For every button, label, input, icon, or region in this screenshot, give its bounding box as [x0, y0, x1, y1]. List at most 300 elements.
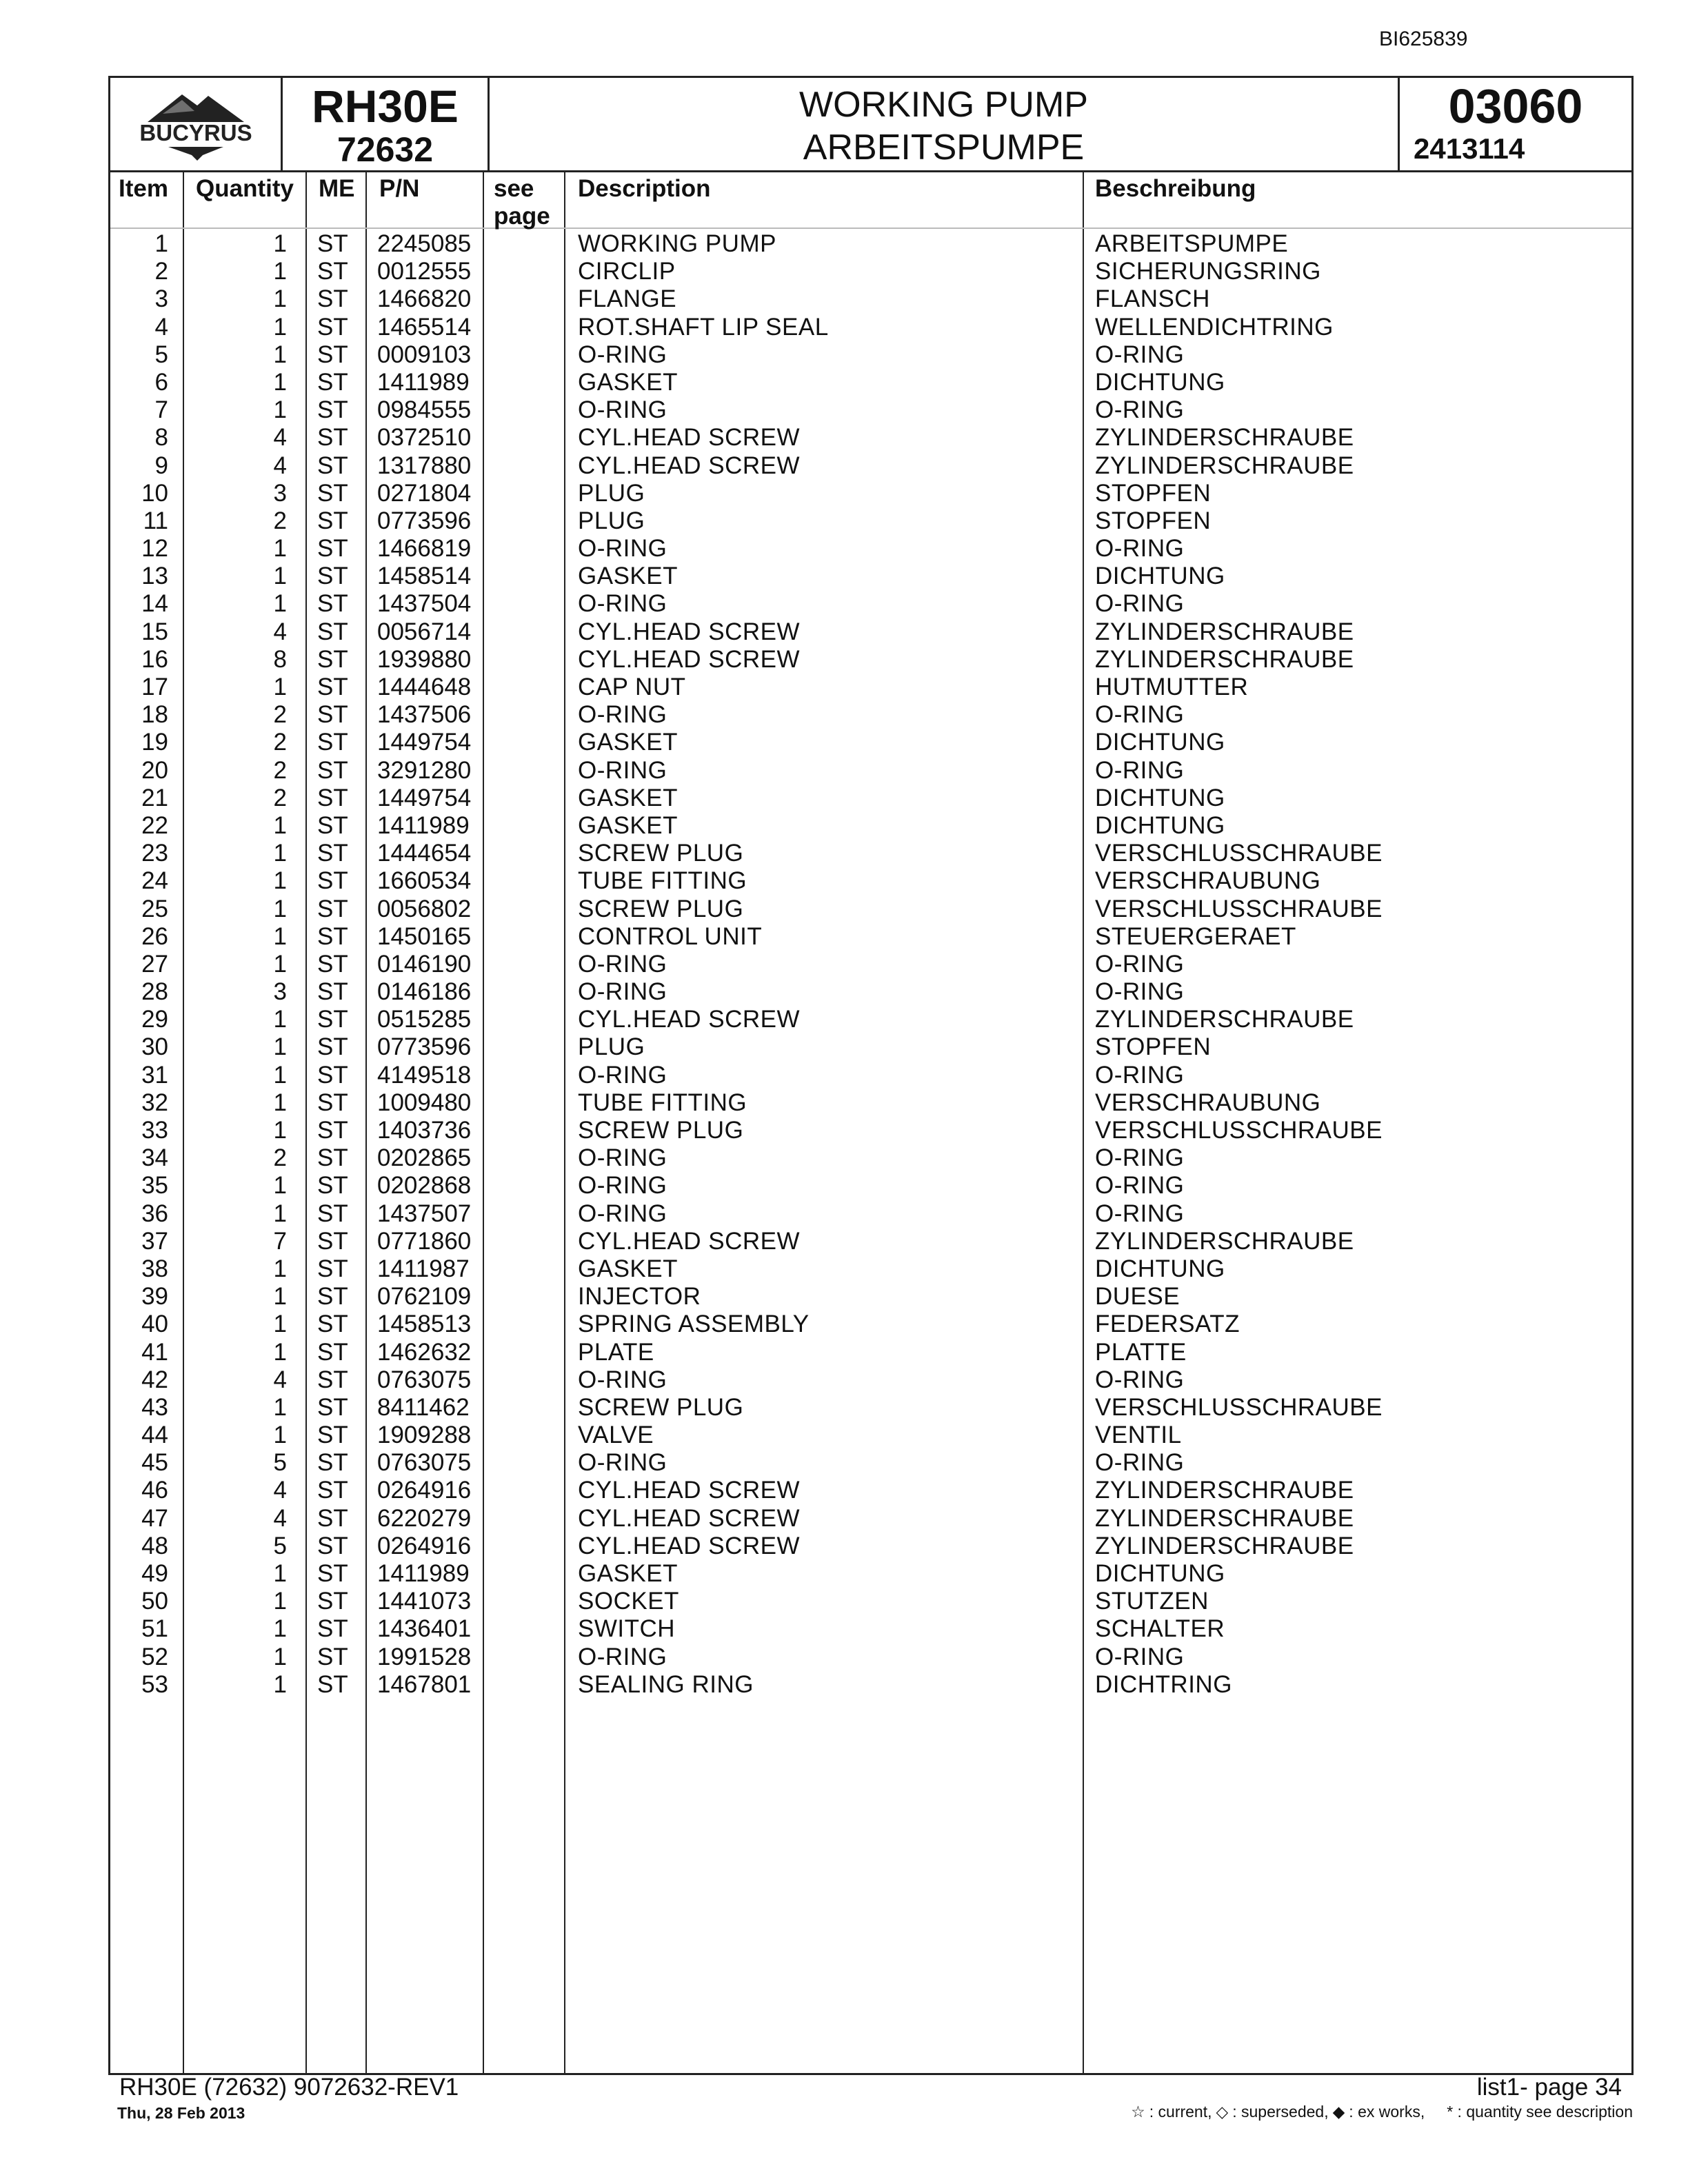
item-number-cell: 25: [141, 895, 168, 922]
part-number-cell: 1444648: [377, 674, 472, 700]
description-cell: FLANGE: [578, 285, 677, 313]
page-header: [108, 76, 1634, 172]
group-number: 03060: [1448, 79, 1583, 133]
table-row: [110, 1615, 1631, 1643]
description-cell: TUBE FITTING: [578, 1089, 747, 1116]
quantity-cell: 1: [273, 1560, 287, 1587]
part-number-cell: 0771860: [377, 1227, 472, 1255]
description-cell: CONTROL UNIT: [578, 922, 763, 950]
description-cell: PLUG: [578, 507, 645, 534]
part-number-cell: 0515285: [377, 1006, 472, 1033]
description-cell: O-RING: [578, 1144, 667, 1172]
part-number-cell: 1441073: [377, 1588, 472, 1615]
part-number-cell: 8411462: [377, 1393, 470, 1421]
unit-cell: ST: [317, 784, 348, 811]
unit-cell: ST: [317, 258, 348, 285]
part-number-cell: 0009103: [377, 341, 472, 368]
legend-quantity: * : quantity see description: [1447, 2103, 1633, 2121]
quantity-cell: 1: [273, 368, 287, 396]
title-german: ARBEITSPUMPE: [803, 128, 1085, 168]
part-number-cell: 1411989: [377, 811, 470, 839]
description-cell: VALVE: [578, 1422, 654, 1449]
beschreibung-cell: FEDERSATZ: [1095, 1311, 1240, 1338]
table-row: [110, 341, 1631, 369]
description-cell: O-RING: [578, 1643, 667, 1670]
part-number-cell: 0762109: [377, 1283, 472, 1311]
quantity-cell: 4: [273, 618, 287, 645]
legend: [1131, 2103, 1633, 2121]
description-cell: CYL.HEAD SCREW: [578, 1006, 801, 1033]
table-row: [110, 812, 1631, 840]
quantity-cell: 7: [273, 1227, 287, 1255]
part-number-cell: 1462632: [377, 1338, 472, 1366]
unit-cell: ST: [317, 811, 348, 839]
beschreibung-cell: O-RING: [1095, 1449, 1185, 1477]
unit-cell: ST: [317, 424, 348, 452]
quantity-cell: 1: [273, 674, 287, 700]
part-number-cell: 1437506: [377, 701, 472, 729]
unit-cell: ST: [317, 867, 348, 895]
beschreibung-cell: ZYLINDERSCHRAUBE: [1095, 618, 1354, 645]
description-cell: O-RING: [578, 341, 667, 368]
beschreibung-cell: HUTMUTTER: [1095, 674, 1249, 700]
part-number-cell: 1444654: [377, 840, 472, 867]
beschreibung-cell: ZYLINDERSCHRAUBE: [1095, 1504, 1354, 1532]
unit-cell: ST: [317, 396, 348, 424]
quantity-cell: 2: [273, 756, 287, 784]
beschreibung-cell: PLATTE: [1095, 1338, 1187, 1366]
table-row: [110, 1200, 1631, 1228]
item-number-cell: 24: [141, 867, 168, 895]
description-cell: O-RING: [578, 535, 667, 563]
part-number-cell: 1660534: [377, 867, 472, 895]
part-number-cell: 0984555: [377, 396, 472, 424]
quantity-cell: 1: [273, 1200, 287, 1227]
item-number-cell: 53: [141, 1670, 168, 1698]
footer-date: Thu, 28 Feb 2013: [117, 2104, 245, 2122]
item-number-cell: 29: [141, 1006, 168, 1033]
item-number-cell: 18: [141, 701, 168, 729]
beschreibung-cell: O-RING: [1095, 341, 1185, 368]
table-row: [110, 701, 1631, 729]
item-number-cell: 26: [141, 922, 168, 950]
table-row: [110, 674, 1631, 701]
description-cell: GASKET: [578, 1560, 678, 1587]
footer-page-number: list1- page 34: [1476, 2074, 1622, 2101]
description-cell: SCREW PLUG: [578, 1393, 744, 1421]
item-number-cell: 44: [141, 1422, 168, 1449]
part-number-cell: 1939880: [377, 645, 472, 673]
unit-cell: ST: [317, 1283, 348, 1311]
table-row: [110, 1394, 1631, 1422]
svg-text:BUCYRUS: BUCYRUS: [139, 120, 252, 145]
description-cell: SWITCH: [578, 1615, 676, 1643]
description-cell: CYL.HEAD SCREW: [578, 1227, 801, 1255]
beschreibung-cell: ZYLINDERSCHRAUBE: [1095, 1532, 1354, 1559]
quantity-cell: 1: [273, 895, 287, 922]
quantity-cell: 1: [273, 1643, 287, 1670]
quantity-cell: 1: [273, 1033, 287, 1061]
item-number-cell: 38: [141, 1255, 168, 1282]
table-row: [110, 1588, 1631, 1615]
unit-cell: ST: [317, 1144, 348, 1172]
table-row: [110, 1033, 1631, 1061]
table-row: [110, 1311, 1631, 1338]
part-number-cell: 0146186: [377, 978, 472, 1006]
description-cell: CYL.HEAD SCREW: [578, 1504, 801, 1532]
unit-cell: ST: [317, 1615, 348, 1643]
unit-cell: ST: [317, 1449, 348, 1477]
quantity-cell: 1: [273, 396, 287, 424]
beschreibung-cell: ZYLINDERSCHRAUBE: [1095, 1227, 1354, 1255]
serial-number: 72632: [336, 130, 434, 169]
quantity-cell: 1: [273, 1006, 287, 1033]
beschreibung-cell: WELLENDICHTRING: [1095, 313, 1334, 341]
item-number-cell: 49: [141, 1560, 168, 1587]
table-row: [110, 867, 1631, 895]
table-row: [110, 563, 1631, 590]
description-cell: GASKET: [578, 563, 678, 590]
quantity-cell: 1: [273, 563, 287, 590]
description-cell: O-RING: [578, 1061, 667, 1089]
description-cell: O-RING: [578, 950, 667, 978]
table-row: [110, 285, 1631, 313]
item-number-cell: 28: [141, 978, 168, 1006]
model-name: RH30E: [312, 81, 459, 132]
description-cell: O-RING: [578, 396, 667, 424]
quantity-cell: 1: [273, 1311, 287, 1338]
table-row: [110, 1062, 1631, 1089]
unit-cell: ST: [317, 1311, 348, 1338]
column-header-page: page: [494, 203, 550, 230]
beschreibung-cell: O-RING: [1095, 1643, 1185, 1670]
unit-cell: ST: [317, 1227, 348, 1255]
description-cell: CAP NUT: [578, 674, 686, 700]
beschreibung-cell: ZYLINDERSCHRAUBE: [1095, 645, 1354, 673]
item-number-cell: 8: [154, 424, 168, 452]
table-row: [110, 1366, 1631, 1394]
unit-cell: ST: [317, 756, 348, 784]
beschreibung-cell: O-RING: [1095, 978, 1185, 1006]
part-number-cell: 1467801: [377, 1670, 472, 1698]
table-row: [110, 896, 1631, 923]
description-cell: SEALING RING: [578, 1670, 754, 1698]
quantity-cell: 1: [273, 1422, 287, 1449]
quantity-cell: 1: [273, 1172, 287, 1200]
beschreibung-cell: ZYLINDERSCHRAUBE: [1095, 1477, 1354, 1504]
part-number-cell: 4149518: [377, 1061, 472, 1089]
part-number-cell: 1458513: [377, 1311, 472, 1338]
quantity-cell: 1: [273, 1283, 287, 1311]
quantity-cell: 4: [273, 1366, 287, 1393]
description-cell: CYL.HEAD SCREW: [578, 424, 801, 452]
quantity-cell: 1: [273, 867, 287, 895]
description-cell: O-RING: [578, 1366, 667, 1393]
unit-cell: ST: [317, 341, 348, 368]
description-cell: O-RING: [578, 1200, 667, 1227]
unit-cell: ST: [317, 1643, 348, 1670]
part-number-cell: 0264916: [377, 1477, 472, 1504]
document-id: BI625839: [1379, 28, 1468, 50]
table-row: [110, 1339, 1631, 1366]
quantity-cell: 1: [273, 1089, 287, 1116]
quantity-cell: 4: [273, 424, 287, 452]
beschreibung-cell: O-RING: [1095, 1366, 1185, 1393]
item-number-cell: 12: [141, 535, 168, 563]
table-row: [110, 507, 1631, 535]
quantity-cell: 1: [273, 1615, 287, 1643]
description-cell: GASKET: [578, 729, 678, 756]
item-number-cell: 15: [141, 618, 168, 645]
unit-cell: ST: [317, 978, 348, 1006]
unit-cell: ST: [317, 895, 348, 922]
table-row: [110, 452, 1631, 480]
item-number-cell: 32: [141, 1089, 168, 1116]
table-row: [110, 1422, 1631, 1449]
beschreibung-cell: ARBEITSPUMPE: [1095, 230, 1289, 257]
part-number-cell: 1403736: [377, 1117, 472, 1144]
quantity-cell: 3: [273, 978, 287, 1006]
part-number-cell: 0264916: [377, 1532, 472, 1559]
beschreibung-cell: O-RING: [1095, 590, 1185, 618]
unit-cell: ST: [317, 1393, 348, 1421]
column-header-see: see: [494, 175, 534, 202]
description-cell: ROT.SHAFT LIP SEAL: [578, 313, 829, 341]
item-number-cell: 40: [141, 1311, 168, 1338]
item-number-cell: 50: [141, 1588, 168, 1615]
part-number-cell: 1317880: [377, 452, 472, 479]
unit-cell: ST: [317, 452, 348, 479]
table-row: [110, 1477, 1631, 1504]
model-cell: [283, 78, 490, 170]
legend-ex-works: : ex works,: [1349, 2103, 1425, 2121]
table-row: [110, 840, 1631, 867]
description-cell: O-RING: [578, 978, 667, 1006]
diamond-outline-icon: ◇: [1216, 2103, 1229, 2121]
beschreibung-cell: O-RING: [1095, 1200, 1185, 1227]
quantity-cell: 1: [273, 313, 287, 341]
beschreibung-cell: O-RING: [1095, 950, 1185, 978]
unit-cell: ST: [317, 950, 348, 978]
unit-cell: ST: [317, 1532, 348, 1559]
quantity-cell: 1: [273, 341, 287, 368]
item-number-cell: 21: [141, 784, 168, 811]
part-number-cell: 0202865: [377, 1144, 472, 1172]
part-number-cell: 1411989: [377, 1560, 470, 1587]
part-number-cell: 1411987: [377, 1255, 470, 1282]
table-row: [110, 729, 1631, 756]
description-cell: CIRCLIP: [578, 258, 676, 285]
description-cell: CYL.HEAD SCREW: [578, 1532, 801, 1559]
part-number-cell: 0773596: [377, 1033, 472, 1061]
title-english: WORKING PUMP: [799, 85, 1088, 125]
description-cell: WORKING PUMP: [578, 230, 776, 257]
description-cell: SCREW PLUG: [578, 895, 744, 922]
part-number-cell: 1458514: [377, 563, 472, 590]
item-number-cell: 1: [154, 230, 168, 257]
logo-cell: [110, 78, 283, 170]
diamond-filled-icon: ◆: [1332, 2103, 1345, 2121]
item-number-cell: 35: [141, 1172, 168, 1200]
table-row: [110, 369, 1631, 396]
column-header-quantity: Quantity: [196, 175, 294, 202]
beschreibung-cell: ZYLINDERSCHRAUBE: [1095, 452, 1354, 479]
table-row: [110, 1117, 1631, 1144]
quantity-cell: 5: [273, 1532, 287, 1559]
unit-cell: ST: [317, 1200, 348, 1227]
beschreibung-cell: VERSCHLUSSCHRAUBE: [1095, 840, 1383, 867]
table-row: [110, 618, 1631, 646]
beschreibung-cell: O-RING: [1095, 1144, 1185, 1172]
unit-cell: ST: [317, 368, 348, 396]
table-row: [110, 785, 1631, 812]
table-row: [110, 1255, 1631, 1283]
beschreibung-cell: DUESE: [1095, 1283, 1180, 1311]
part-number-cell: 0271804: [377, 479, 472, 507]
beschreibung-cell: O-RING: [1095, 756, 1185, 784]
description-cell: SPRING ASSEMBLY: [578, 1311, 810, 1338]
beschreibung-cell: O-RING: [1095, 396, 1185, 424]
beschreibung-cell: DICHTUNG: [1095, 368, 1225, 396]
description-cell: GASKET: [578, 368, 678, 396]
part-number-cell: 1991528: [377, 1643, 472, 1670]
group-number-cell: [1400, 78, 1631, 170]
part-number-cell: 0202868: [377, 1172, 472, 1200]
part-number-cell: 0056802: [377, 895, 472, 922]
title-cell: [490, 78, 1400, 170]
item-number-cell: 5: [154, 341, 168, 368]
item-number-cell: 16: [141, 645, 168, 673]
beschreibung-cell: DICHTUNG: [1095, 1255, 1225, 1282]
part-number-cell: 2245085: [377, 230, 472, 257]
legend-superseded: : superseded,: [1232, 2103, 1329, 2121]
unit-cell: ST: [317, 618, 348, 645]
part-number-cell: 1466820: [377, 285, 472, 313]
item-number-cell: 48: [141, 1532, 168, 1559]
unit-cell: ST: [317, 1172, 348, 1200]
column-header-description: Description: [578, 175, 711, 202]
table-row: [110, 1449, 1631, 1477]
unit-cell: ST: [317, 1670, 348, 1698]
item-number-cell: 33: [141, 1117, 168, 1144]
table-row: [110, 590, 1631, 618]
quantity-cell: 1: [273, 590, 287, 618]
beschreibung-cell: DICHTUNG: [1095, 784, 1225, 811]
part-number-cell: 1437507: [377, 1200, 472, 1227]
description-cell: GASKET: [578, 1255, 678, 1282]
table-row: [110, 757, 1631, 785]
quantity-cell: 3: [273, 479, 287, 507]
description-cell: CYL.HEAD SCREW: [578, 645, 801, 673]
unit-cell: ST: [317, 1006, 348, 1033]
description-cell: O-RING: [578, 701, 667, 729]
unit-cell: ST: [317, 479, 348, 507]
part-number-cell: 3291280: [377, 756, 472, 784]
item-number-cell: 17: [141, 674, 168, 700]
unit-cell: ST: [317, 563, 348, 590]
table-row: [110, 1006, 1631, 1033]
table-row: [110, 1533, 1631, 1560]
table-row: [110, 230, 1631, 258]
table-row: [110, 480, 1631, 507]
item-number-cell: 27: [141, 950, 168, 978]
quantity-cell: 2: [273, 784, 287, 811]
description-cell: TUBE FITTING: [578, 867, 747, 895]
beschreibung-cell: ZYLINDERSCHRAUBE: [1095, 1006, 1354, 1033]
unit-cell: ST: [317, 701, 348, 729]
quantity-cell: 1: [273, 1670, 287, 1698]
quantity-cell: 1: [273, 1588, 287, 1615]
description-cell: SCREW PLUG: [578, 840, 744, 867]
beschreibung-cell: FLANSCH: [1095, 285, 1210, 313]
quantity-cell: 5: [273, 1449, 287, 1477]
beschreibung-cell: VENTIL: [1095, 1422, 1182, 1449]
part-number-cell: 1436401: [377, 1615, 472, 1643]
part-number-cell: 1411989: [377, 368, 470, 396]
item-number-cell: 10: [141, 479, 168, 507]
legend-current: : current,: [1149, 2103, 1212, 2121]
table-row: [110, 951, 1631, 978]
part-number-cell: 1909288: [377, 1422, 472, 1449]
item-number-cell: 19: [141, 729, 168, 756]
part-number-cell: 0146190: [377, 950, 472, 978]
column-header-me: ME: [319, 175, 355, 202]
table-row: [110, 1144, 1631, 1172]
table-row: [110, 1560, 1631, 1588]
item-number-cell: 23: [141, 840, 168, 867]
unit-cell: ST: [317, 922, 348, 950]
unit-cell: ST: [317, 1560, 348, 1587]
quantity-cell: 2: [273, 701, 287, 729]
description-cell: PLATE: [578, 1338, 654, 1366]
beschreibung-cell: O-RING: [1095, 1061, 1185, 1089]
item-number-cell: 42: [141, 1366, 168, 1393]
part-number-cell: 0763075: [377, 1366, 472, 1393]
unit-cell: ST: [317, 1033, 348, 1061]
beschreibung-cell: VERSCHRAUBUNG: [1095, 1089, 1321, 1116]
unit-cell: ST: [317, 1255, 348, 1282]
table-row: [110, 258, 1631, 285]
part-number-cell: 1449754: [377, 729, 472, 756]
description-cell: GASKET: [578, 784, 678, 811]
table-row: [110, 396, 1631, 424]
description-cell: CYL.HEAD SCREW: [578, 618, 801, 645]
footer-document-reference: RH30E (72632) 9072632-REV1: [119, 2074, 459, 2101]
beschreibung-cell: STOPFEN: [1095, 1033, 1212, 1061]
description-cell: SCREW PLUG: [578, 1117, 744, 1144]
part-number-cell: 0056714: [377, 618, 472, 645]
beschreibung-cell: STOPFEN: [1095, 479, 1212, 507]
table-body: [110, 230, 1631, 1699]
description-cell: O-RING: [578, 1449, 667, 1477]
unit-cell: ST: [317, 840, 348, 867]
table-row: [110, 978, 1631, 1006]
quantity-cell: 1: [273, 811, 287, 839]
item-number-cell: 4: [154, 313, 168, 341]
unit-cell: ST: [317, 1588, 348, 1615]
table-row: [110, 1283, 1631, 1311]
item-number-cell: 41: [141, 1338, 168, 1366]
unit-cell: ST: [317, 507, 348, 534]
beschreibung-cell: DICHTUNG: [1095, 1560, 1225, 1587]
quantity-cell: 1: [273, 840, 287, 867]
item-number-cell: 39: [141, 1283, 168, 1311]
item-number-cell: 31: [141, 1061, 168, 1089]
description-cell: O-RING: [578, 590, 667, 618]
item-number-cell: 34: [141, 1144, 168, 1172]
beschreibung-cell: STOPFEN: [1095, 507, 1212, 534]
item-number-cell: 20: [141, 756, 168, 784]
